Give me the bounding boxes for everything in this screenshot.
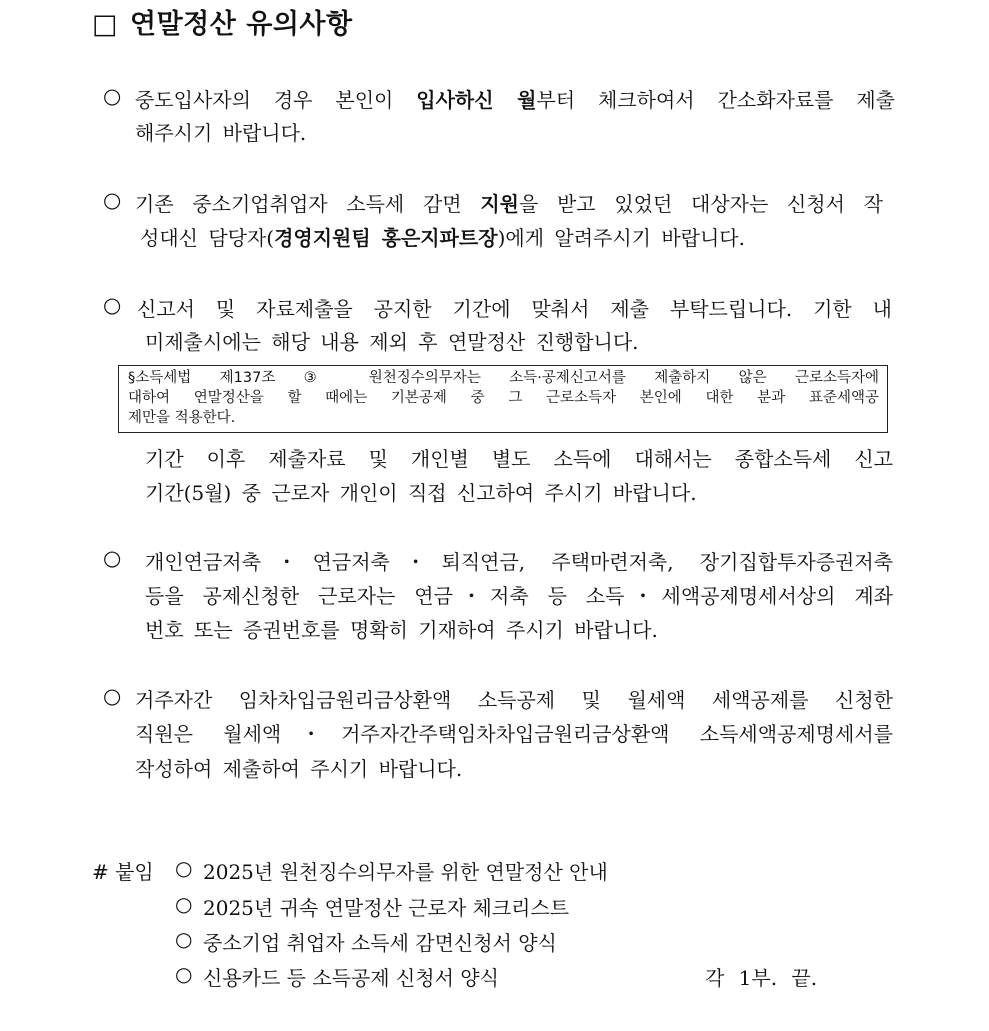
attachment-marker: ○	[175, 962, 193, 986]
contact-name: 경영지원팀 홍은지파트장	[274, 226, 498, 250]
page-title	[92, 2, 353, 41]
notice-item-1-line-2: 해주시기 바랍니다.	[135, 121, 307, 145]
checkbox-icon: □	[92, 9, 119, 40]
tax-law-note-box	[118, 365, 888, 433]
notice-item-1-line-1: 중도입사자의 경우 본인이 입사하신 월부터 체크하여서 간소화자료를 제출	[135, 88, 896, 112]
notice-item-5-line-2: 직원은 월세액・거주자간주택임차차입금원리금상환액 소득세액공제명세서를	[135, 722, 893, 746]
notice-item-4-line-2: 등을 공제신청한 근로자는 연금・저축 등 소득・세액공제명세서상의 계좌	[145, 584, 893, 608]
attachment-item: 중소기업 취업자 소득세 감면신청서 양식	[203, 931, 557, 955]
bullet-icon: ○	[103, 684, 122, 708]
bullet-icon: ○	[103, 546, 122, 570]
bullet-icon: ○	[103, 293, 122, 317]
attachments-label: # 붙임	[92, 860, 154, 884]
notice-item-2-line-2: 성대신 담당자(경영지원팀 홍은지파트장)에게 알려주시기 바랍니다.	[140, 226, 745, 250]
attachment-item: 2025년 귀속 연말정산 근로자 체크리스트	[203, 896, 570, 920]
notice-item-4-line-3: 번호 또는 증권번호를 명확히 기재하여 주시기 바랍니다.	[145, 618, 658, 642]
bullet-icon: ○	[103, 84, 122, 108]
notice-item-3-line-1: 신고서 및 자료제출을 공지한 기간에 맞춰서 제출 부탁드립니다. 기한 내	[137, 297, 892, 321]
notice-item-4-line-1: 개인연금저축・연금저축・퇴직연금, 주택마련저축, 장기집합투자증권저축	[145, 550, 893, 574]
notice-item-5-line-1: 거주자간 임차차입금원리금상환액 소득공제 및 월세액 세액공제를 신청한	[135, 688, 893, 712]
bullet-icon: ○	[103, 188, 122, 212]
notice-item-2-line-1: 기존 중소기업취업자 소득세 감면 지원을 받고 있었던 대상자는 신청서 작	[135, 192, 883, 216]
notice-item-3-line-4: 기간(5월) 중 근로자 개인이 직접 신고하여 주시기 바랍니다.	[145, 481, 697, 505]
attachment-item: 신용카드 등 소득공제 신청서 양식	[203, 966, 499, 990]
attachment-marker: ○	[175, 927, 193, 951]
emphasis-text: 지원	[480, 192, 519, 216]
closing-text: 각 1부. 끝.	[705, 966, 818, 990]
notice-item-3-line-3: 기간 이후 제출자료 및 개인별 별도 소득에 대해서는 종합소득세 신고	[145, 447, 893, 471]
note-line: 제만을 적용한다.	[128, 410, 236, 426]
title-text: 연말정산 유의사항	[130, 9, 353, 40]
attachment-item: 2025년 원천징수의무자를 위한 연말정산 안내	[203, 860, 608, 884]
note-line: §소득세법 제137조 ③ 원천징수의무자는 소득·공제신고서를 제출하지 않은 근로소득자에	[128, 370, 879, 386]
notice-item-5-line-3: 작성하여 제출하여 주시기 바랍니다.	[135, 757, 463, 781]
attachment-marker: ○	[175, 856, 193, 880]
notice-item-3-line-2: 미제출시에는 해당 내용 제외 후 연말정산 진행합니다.	[145, 330, 639, 354]
emphasis-text: 입사하신 월	[416, 88, 537, 112]
attachment-marker: ○	[175, 892, 193, 916]
note-line: 대하여 연말정산을 할 때에는 기본공제 중 그 근로소득자 본인에 대한 분과 표준세액공	[128, 390, 879, 406]
